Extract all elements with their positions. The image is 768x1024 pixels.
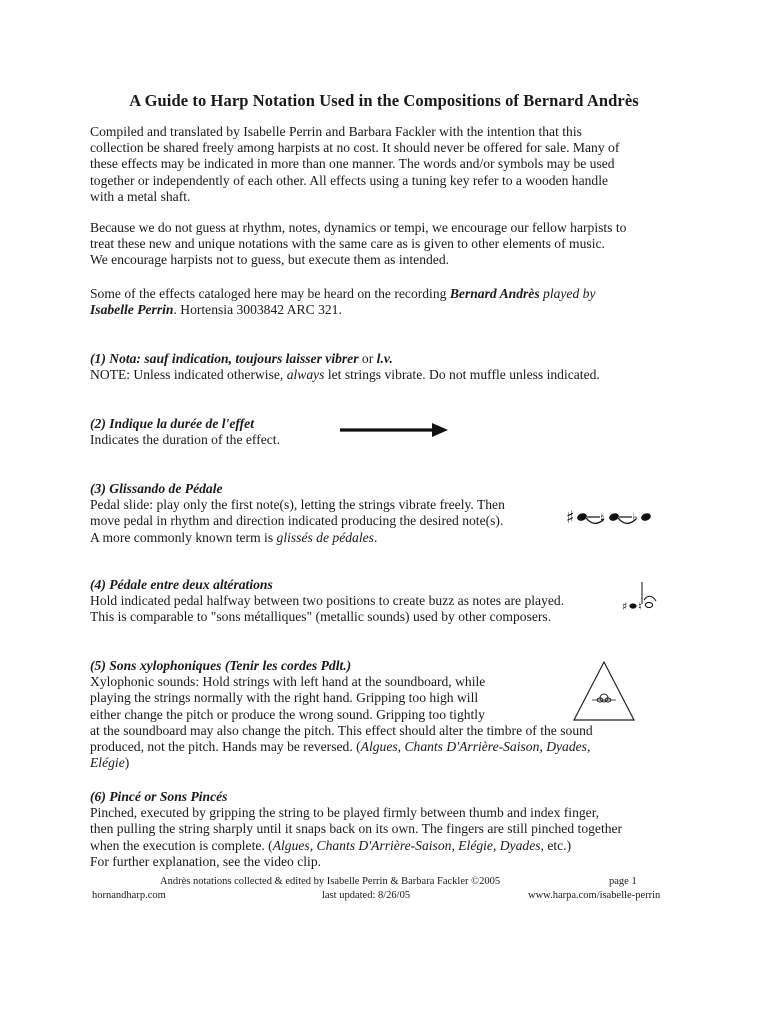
or-text: or xyxy=(358,351,377,366)
arrow-symbol xyxy=(338,421,450,439)
svg-text:♮: ♮ xyxy=(600,511,605,525)
svg-text:♯: ♯ xyxy=(566,508,575,528)
section-5-line: playing the strings normally with the right hand. Gripping too high will xyxy=(90,690,479,706)
section-5-line: either change the pitch or produce the wrong sound. Gripping too tightly xyxy=(90,706,485,722)
section-6-line: when the execution is complete. ( xyxy=(90,837,273,853)
footer-credit: Andrès notations collected & edited by Isabelle Perrin & Barbara Fackler ©2005 xyxy=(160,876,501,887)
pedal-buzz-symbol xyxy=(620,580,660,616)
section-4-heading: (4) Pédale entre deux altérations xyxy=(90,577,273,592)
intro-line: Compiled and translated by Isabelle Perrin and Barbara Fackler with the intention that this xyxy=(90,124,582,139)
glisses-term: glissés de pédales xyxy=(276,529,374,545)
guess-line: We encourage harpists not to guess, but execute them as intended. xyxy=(90,252,450,268)
guess-line: treat these new and unique notations with the same care as is given to other elements of music. xyxy=(90,236,605,252)
footer-website-right: www.harpa.com/isabelle-perrin xyxy=(528,890,661,901)
label-info: . Hortensia 3003842 ARC 321. xyxy=(173,302,342,318)
album-title: Bernard Andrès xyxy=(449,286,540,301)
guess-paragraph xyxy=(90,220,690,269)
pedal-glissando-symbol xyxy=(566,503,656,531)
section-5-line: Xylophonic sounds: Hold strings with left hand at the soundboard, while xyxy=(90,674,486,690)
intro-line: with a metal shaft. xyxy=(90,188,191,204)
played-by: played by xyxy=(539,286,596,301)
section-6-works: Algues, Chants D'Arrière-Saison, Elégie, Dyades, xyxy=(272,837,544,853)
recording-paragraph xyxy=(90,286,690,318)
section-6-line: then pulling the string sharply until it snaps back on its own. The fingers are still pinched together xyxy=(90,821,623,837)
section-1-heading: (1) Nota: sauf indication, toujours laisser vibrer xyxy=(90,351,359,366)
xylophonic-triangle-symbol xyxy=(572,660,636,722)
note-text: NOTE: Unless indicated otherwise, xyxy=(90,367,287,383)
recording-intro: Some of the effects cataloged here may be heard on the recording xyxy=(90,286,450,301)
svg-text:♯: ♯ xyxy=(622,600,628,613)
section-6-line: For further explanation, see the video clip. xyxy=(90,853,322,869)
section-4-line: Hold indicated pedal halfway between two positions to create buzz as notes are played. xyxy=(90,593,565,609)
section-2-heading: (2) Indique la durée de l'effet xyxy=(90,416,254,431)
intro-line: these effects may be indicated in more than one manner. The words and/or symbols may be used xyxy=(90,156,615,172)
section-5-line: at the soundboard may also change the pitch. This effect should alter the timbre of the sound xyxy=(90,722,593,738)
section-3-line: Pedal slide: play only the first note(s), letting the strings vibrate freely. Then xyxy=(90,497,505,513)
section-5-works: Elégie xyxy=(90,755,125,771)
svg-text:♭: ♭ xyxy=(632,510,638,524)
section-3: (3) Glissando de Pédale Pedal slide: play only the first note(s), letting the strings vibrate freely. Then move pedal in rhythm and direction indicated producing the desired note(s). A more commonly known term is glissés de pédales. xyxy=(90,481,690,546)
intro-line: together or independently of each other. All effects using a tuning key refer to a wooden handle xyxy=(90,172,609,188)
section-4 xyxy=(90,577,690,626)
section-6-line: Pinched, executed by gripping the string to be played firmly between thumb and index finger, xyxy=(90,805,600,821)
section-1 xyxy=(90,351,690,383)
section-3-line: move pedal in rhythm and direction indicated producing the desired note(s). xyxy=(90,513,504,529)
section-6: (6) Pincé or Sons Pincés Pinched, executed by gripping the string to be played firmly between thumb and index finger, then pulling the string sharply until it snaps back on its own. The fingers are still pinched together when the execution is complete. (Algues, Chants D'Arrière-Saison, Elégie, Dyades, etc.) For further explanation, see the video clip. xyxy=(90,789,690,870)
section-5: (5) Sons xylophoniques (Tenir les cordes Pdlt.) Xylophonic sounds: Hold strings with left hand at the soundboard, while playing the strings normally with the right hand. Gripping too high will either change the pitch or produce the wrong sound. Gripping too tightly at the soundboard may also change the pitch. This effect should alter the timbre of the sound produced, not the pitch. Hands may be reversed. (Algues, Chants D'Arrière-Saison, Dyades, Elégie) xyxy=(90,658,690,771)
intro-paragraph xyxy=(90,124,690,205)
section-2-desc: Indicates the duration of the effect. xyxy=(90,432,280,448)
section-3-line: A more commonly known term is xyxy=(90,529,277,545)
section-6-heading: (6) Pincé or Sons Pincés xyxy=(90,789,228,804)
svg-text:♮: ♮ xyxy=(638,600,642,613)
guess-line: Because we do not guess at rhythm, notes, dynamics or tempi, we encourage our fellow harpists to xyxy=(90,220,627,235)
section-5-heading: (5) Sons xylophoniques (Tenir les cordes Pdlt.) xyxy=(90,658,352,673)
artist-name: Isabelle Perrin xyxy=(90,302,174,318)
lv-text: l.v. xyxy=(376,351,393,366)
section-5-line: produced, not the pitch. Hands may be reversed. ( xyxy=(90,739,361,755)
section-5-works: Algues, Chants D'Arrière-Saison, Dyades, xyxy=(360,739,591,755)
page-number: page 1 xyxy=(609,876,637,887)
section-3-heading: (3) Glissando de Pédale xyxy=(90,481,223,496)
section-4-line: This is comparable to "sons métalliques" (metallic sounds) used by other composers. xyxy=(90,609,552,625)
always-text: always xyxy=(286,367,325,383)
note-text-end: let strings vibrate. Do not muffle unless indicated. xyxy=(324,367,600,383)
footer-website-left: hornandharp.com xyxy=(92,890,166,901)
intro-line: collection be shared freely among harpists at no cost. It should never be offered for sale. Many of xyxy=(90,140,620,156)
last-updated: last updated: 8/26/05 xyxy=(322,890,411,901)
page-title: A Guide to Harp Notation Used in the Compositions of Bernard Andrès xyxy=(129,91,639,110)
